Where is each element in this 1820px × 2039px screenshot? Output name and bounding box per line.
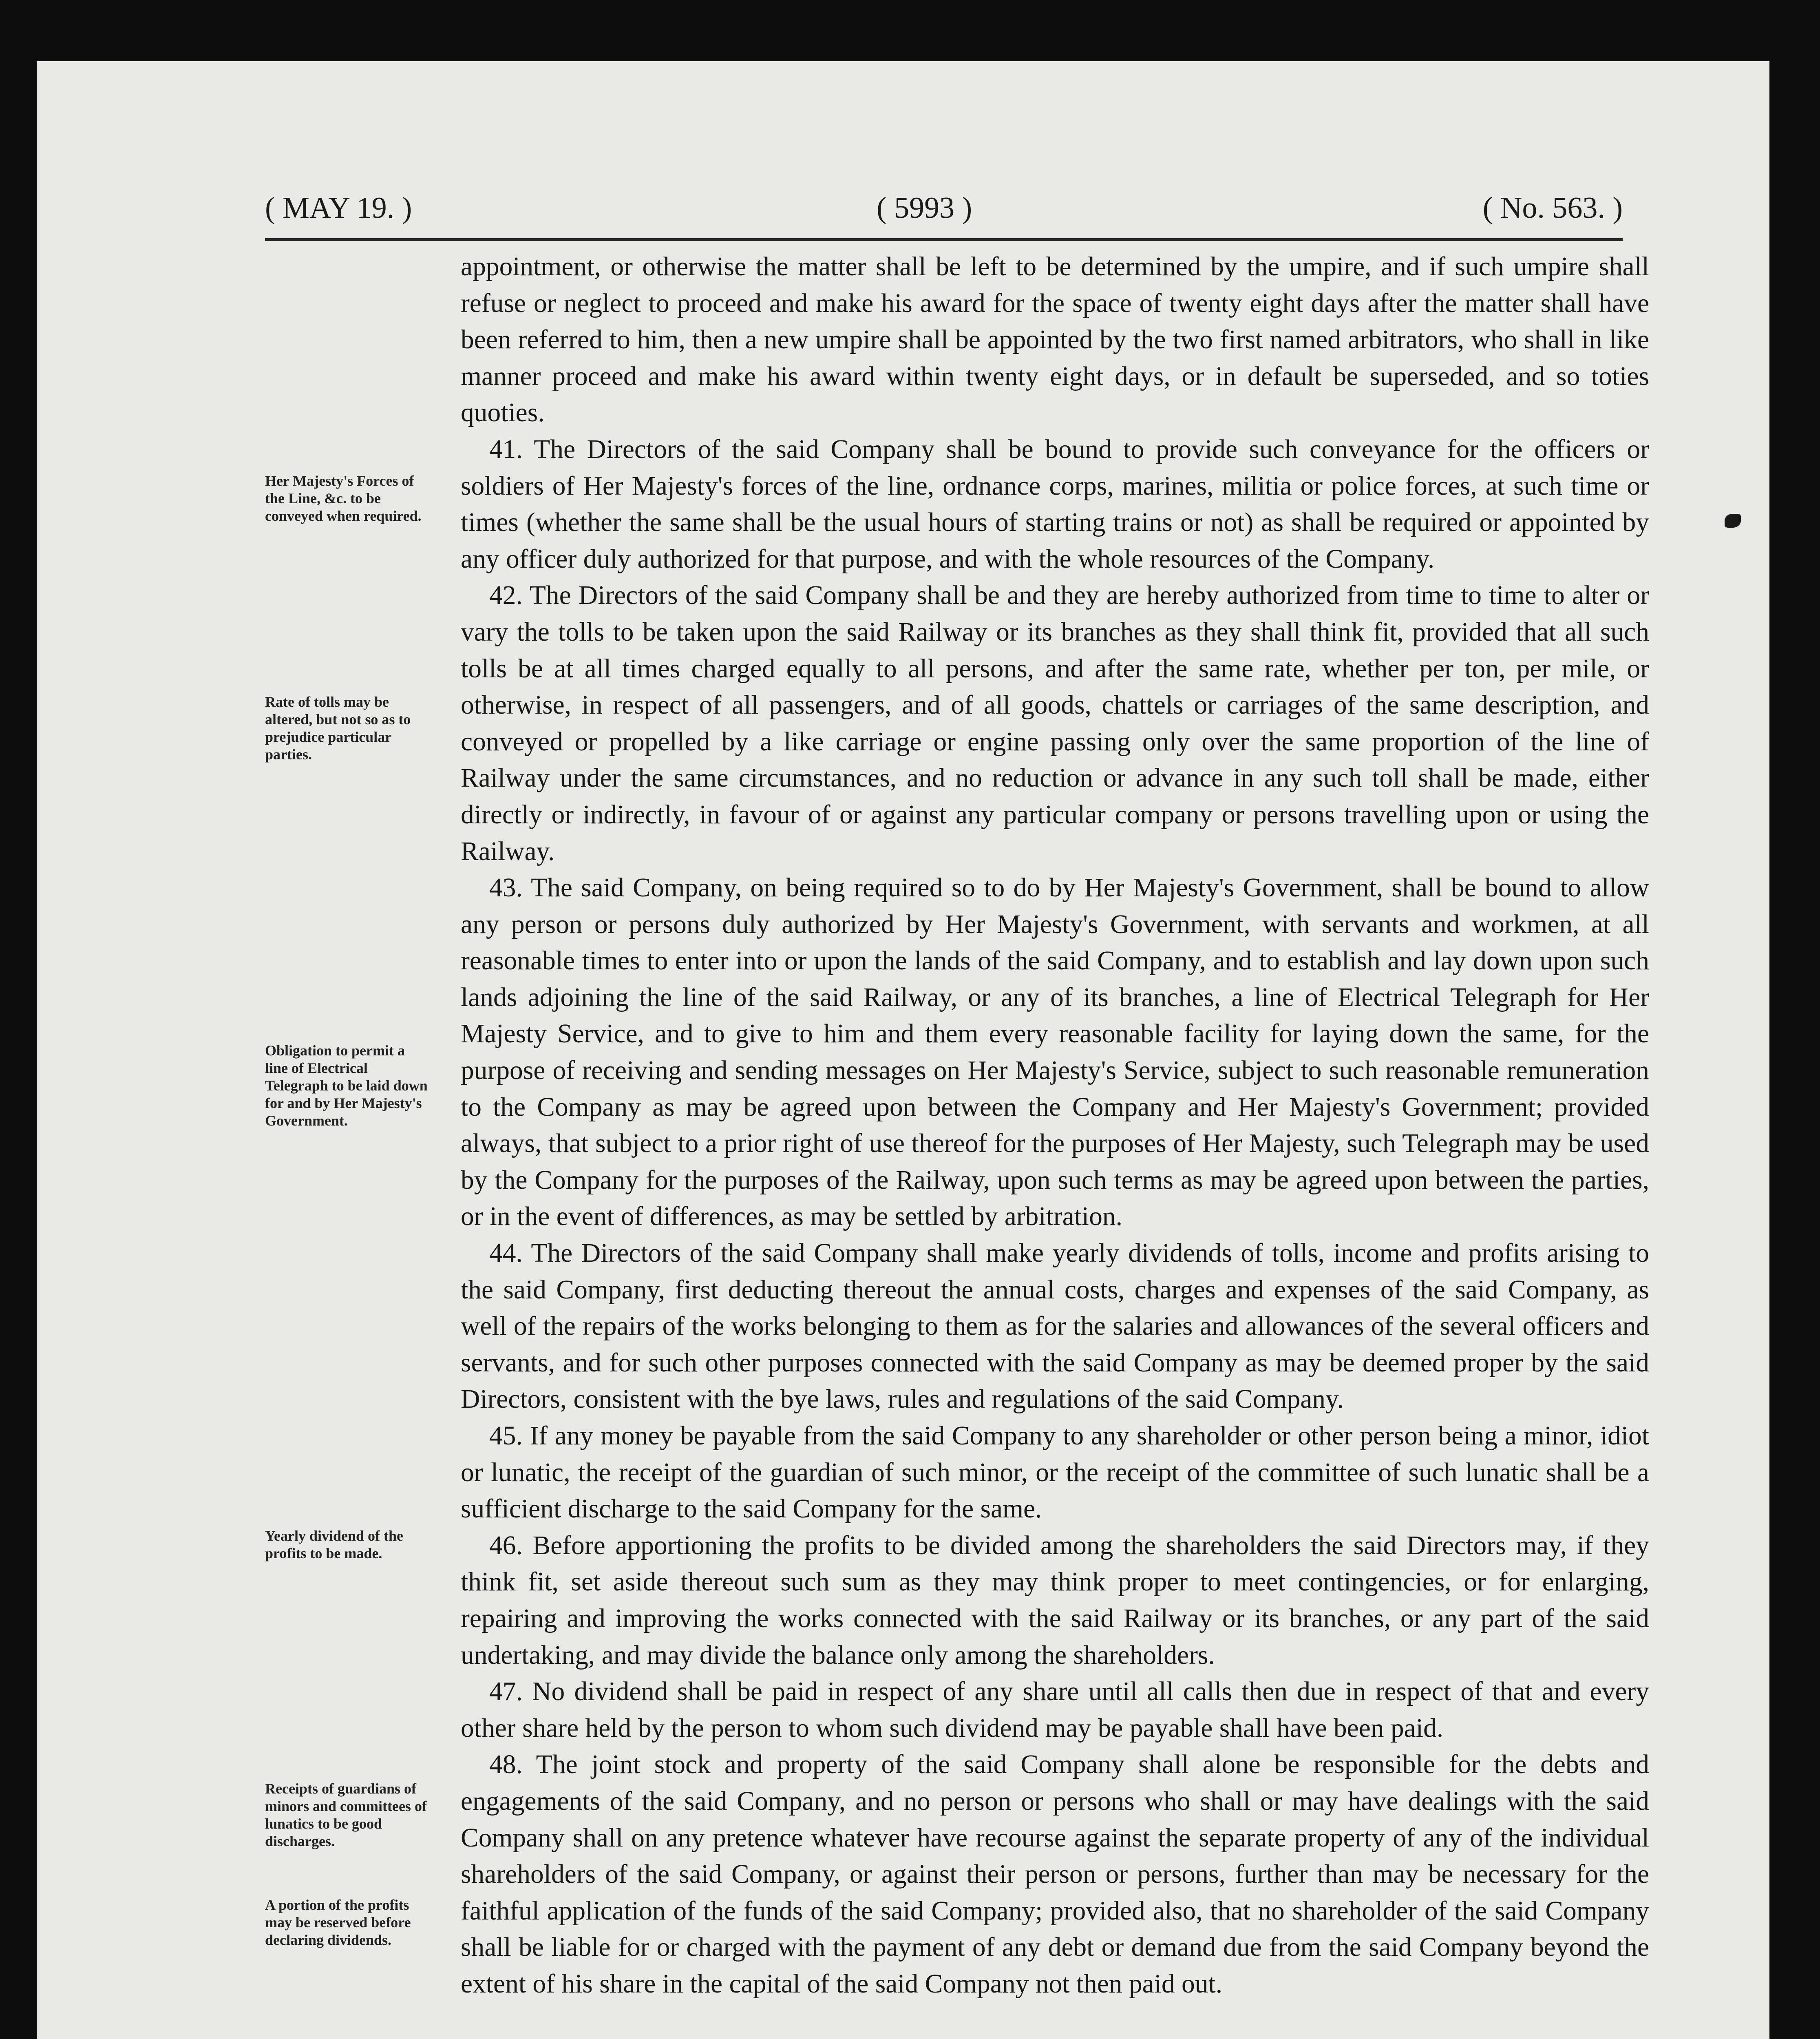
section-44: 44. The Directors of the said Company shall make yearly dividends of tolls, income and profits arising to the said Company, first deducting thereout the annual costs, charges and expenses of the said Company, as well of the repairs of the works belonging to them as for the salaries and allowances of the several officers and servants, and for such other purposes connected with the said Company as may be deemed proper by the said Directors, consistent with the bye laws, rules and regulations of the said Company. xyxy=(461,1238,1649,1414)
header-rule xyxy=(265,238,1623,241)
section-48: 48. The joint stock and property of the said Company shall alone be responsible for the debts and engagements of the said Company, and no person or persons who shall or may have dealings with the said Company shall on any pretence whatever have recourse against the separate property of any of the individual shareholders of the said Company, or against their person or persons, further than may be necessary for the faithful application of the funds of the said Company; provided also, that no shareholder of the said Company shall be liable for or charged with the payment of any debt or demand due from the said Company beyond the extent of his share in the capital of the said Company not then paid out. xyxy=(461,1750,1649,1999)
marginal-note-forces: Her Majesty's Forces of the Line, &c. to be conveyed when required. xyxy=(265,473,422,524)
section-41: 41. The Directors of the said Company shall be bound to provide such conveyance for the officers or soldiers of Her Majesty's forces of the line, ordnance corps, marines, militia or police forces, at such time or times (whether the same shall be the usual hours of starting trains or not) as shall be required or appointed by any officer duly authorized for that purpose, and with the whole resources of the Company. xyxy=(461,434,1649,574)
paragraph-continuation: appointment, or otherwise the matter shall be left to be determined by the umpire, and if such umpire shall refuse or neglect to proceed and make his award for the space of twenty eight days after the matter shall have been referred to him, then a new umpire shall be appointed by the two first named arbitrators, who shall in like manner proceed and make his award within twenty eight days, or in default be superseded, and so toties quoties. xyxy=(461,252,1649,428)
header-date: ( MAY 19. ) xyxy=(265,191,412,225)
section-42: 42. The Directors of the said Company shall be and they are hereby authorized from time to time to alter or vary the tolls to be taken upon the said Railway or its branches as they shall think fit, provided that all such tolls be at all times charged equally to all persons, and after the same rate, whether per ton, per mile, or otherwise, in respect of all passengers, and of all goods, chattels or carriages of the same description, and conveyed or propelled by a like carriage or engine passing only over the same proportion of the line of Railway under the same circumstances, and no reduction or advance in any such toll shall be made, either directly or indirectly, in favour of or against any particular company or persons travelling upon or using the Railway. xyxy=(461,581,1649,866)
body-text xyxy=(461,249,1649,2003)
section-47: 47. No dividend shall be paid in respect of any share until all calls then due in respect of that and every other share held by the person to whom such dividend may be payable shall have been paid. xyxy=(461,1677,1649,1743)
marginal-note-dividend: Yearly dividend of the profits to be made. xyxy=(265,1528,404,1561)
header-page-number: ( 5993 ) xyxy=(877,191,972,225)
marginal-note-tolls: Rate of tolls may be altered, but not so as to prejudice particular parties. xyxy=(265,694,411,763)
marginal-note-reserve: A portion of the profits may be reserved before declaring dividends. xyxy=(265,1897,411,1948)
marginal-note-telegraph: Obligation to permit a line of Electrical Telegraph to be laid down for and by Her Majesty's Government. xyxy=(265,1042,428,1129)
header-act-number: ( No. 563. ) xyxy=(1482,191,1623,225)
section-46: 46. Before apportioning the profits to be divided among the shareholders the said Directors may, if they think fit, set aside thereout such sum as they may think proper to meet contingencies, or for enlarging, repairing and improving the works connected with the said Railway or its branches, or any part of the said undertaking, and may divide the balance only among the shareholders. xyxy=(461,1530,1649,1670)
ink-blot xyxy=(1725,514,1741,528)
page-header xyxy=(265,191,1623,240)
section-45: 45. If any money be payable from the said Company to any shareholder or other person being a minor, idiot or lunatic, the receipt of the guardian of such minor, or the receipt of the committee of such lunatic shall be a sufficient discharge to the said Company for the same. xyxy=(461,1421,1649,1524)
section-43: 43. The said Company, on being required so to do by Her Majesty's Government, shall be bound to allow any person or persons duly authorized by Her Majesty's Government, with servants and workmen, at all reasonable times to enter into or upon the lands of the said Company, and to establish and lay down upon such lands adjoining the line of the said Railway, or any of its branches, a line of Electrical Telegraph for Her Majesty Service, and to give to him and them every reasonable facility for laying down the same, for the purpose of receiving and sending messages on Her Majesty's Service, subject to such reasonable remuneration to the Company as may be agreed upon between the Company and Her Majesty's Government; provided always, that subject to a prior right of use thereof for the purposes of Her Majesty, such Telegraph may be used by the Company for the purposes of the Railway, upon such terms as may be agreed upon between the parties, or in the event of differences, as may be settled by arbitration. xyxy=(461,873,1649,1232)
marginal-note-receipts: Receipts of guardians of minors and committees of lunatics to be good discharges. xyxy=(265,1780,427,1849)
